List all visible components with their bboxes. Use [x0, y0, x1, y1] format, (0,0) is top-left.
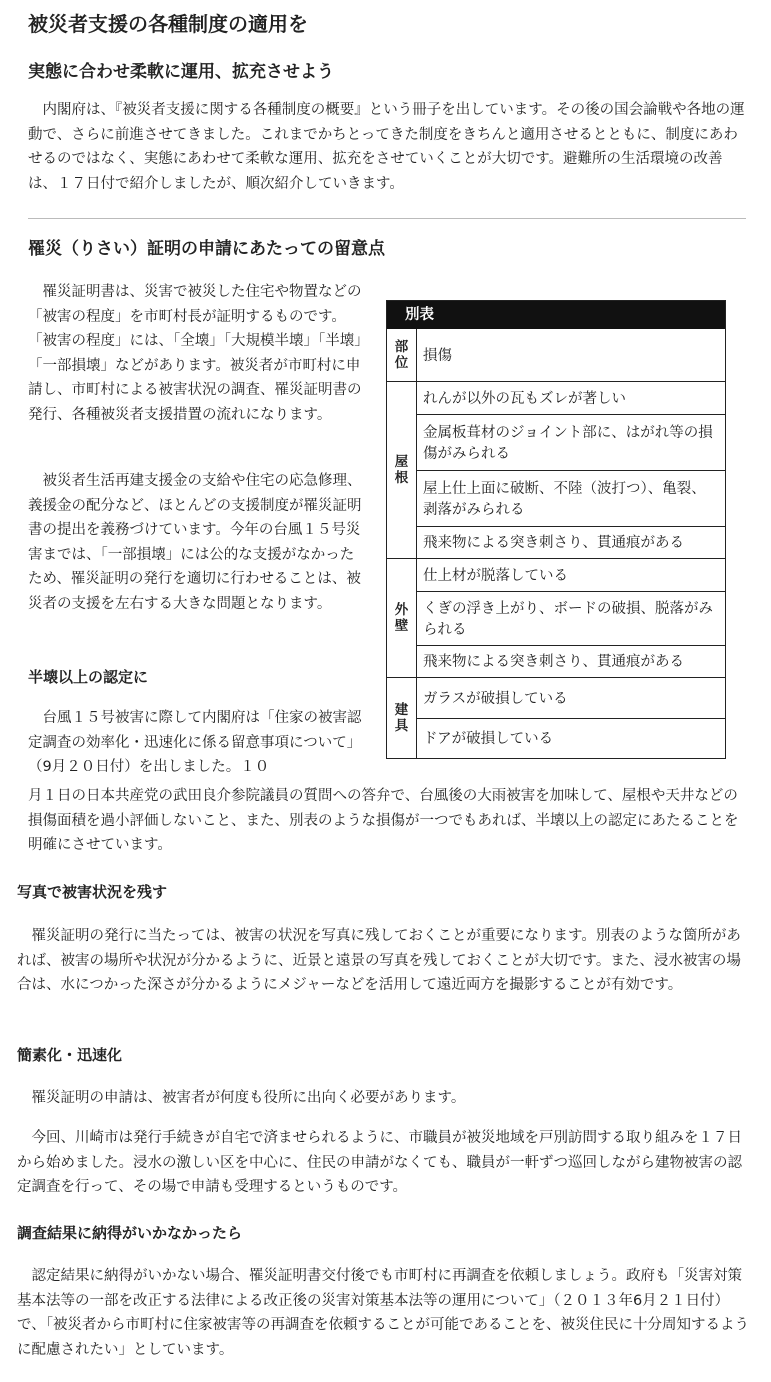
- damage-item: ドアが破損している: [417, 718, 725, 758]
- paragraph-risai-certificate: 罹災証明書は、災害で被災した住宅や物置などの「被害の程度」を市町村長が証明するものです。「被害の程度」には、「全壊」「大規模半壊」「半壊」「一部損壊」などがあります。被災者が市町村に申請し、市町村による被害状況の調査、罹災証明書の発行、各種被災者支援措置の流れになります。: [28, 284, 362, 423]
- damage-item: れんが以外の瓦もズレが著しい: [423, 390, 626, 407]
- damage-table: [386, 300, 726, 759]
- intro-paragraph: 内閣府は、『被災者支援に関する各種制度の概要』という冊子を出しています。その後の国会論戦や各地の運動で、さらに前進させてきました。これまでかちとってきた制度をきちんと適用させるとともに、制度にあわせるのではなく、実態にあわせて柔軟な運用、拡充をさせていくことが大切です。避難所の生活環境の改善は、１７日付で紹介しましたが、順次紹介していきます。: [28, 102, 745, 192]
- paragraph-apply-office: 罹災証明の申請は、被害者が何度も役所に出向く必要があります。: [31, 1090, 466, 1106]
- header-item-cell: 損傷: [423, 347, 452, 364]
- damage-table-group-wall: [387, 558, 725, 677]
- subheading-half-destroyed: 半壊以上の認定に: [28, 668, 149, 686]
- damage-item: 飛来物による突き刺さり、貫通痕がある: [417, 526, 725, 558]
- damage-item: くぎの浮き上がり、ボードの破損、脱落がみられる: [417, 591, 725, 645]
- damage-table-heading: 別表: [387, 301, 725, 329]
- paragraph-photos: 罹災証明の発行に当たっては、被害の状況を写真に残しておくことが重要になります。別表のような箇所があれば、被害の場所や状況が分かるように、近景と遠景の写真を残しておくことが大切です。また、浸水被害の場合は、水につかった深さが分かるようにメジャーなどを活用して遠近両方を撮影することが有効です。: [17, 928, 741, 993]
- section-heading: 罹災（りさい）証明の申請にあたっての留意点: [28, 239, 385, 259]
- damage-item: 金属板葺材のジョイント部に、はがれ等の損傷がみられる: [417, 414, 725, 470]
- subheading-reinvestigation: 調査結果に納得がいかなかったら: [17, 1224, 243, 1242]
- header-cat-label: 部位: [394, 339, 409, 371]
- damage-item: 仕上材が脱落している: [423, 567, 568, 584]
- subheading-simplify: 簡素化・迅速化: [17, 1046, 123, 1064]
- header-cat-cell: [387, 329, 417, 381]
- subheading-photos: 写真で被害状況を残す: [17, 883, 168, 901]
- group-cat-cell: [387, 678, 417, 758]
- group-cat-cell: [387, 382, 417, 558]
- article-title: 被災者支援の各種制度の適用を: [28, 12, 308, 36]
- damage-item: 飛来物による突き刺さり、貫通痕がある: [417, 645, 725, 677]
- group-cat-label: 屋根: [394, 454, 409, 486]
- section-divider: [28, 218, 746, 219]
- damage-item: 屋上仕上面に破断、不陸（波打つ）、亀裂、剥落がみられる: [417, 470, 725, 526]
- group-cat-cell: [387, 559, 417, 677]
- paragraph-reinvestigation: 認定結果に納得がいかない場合、罹災証明書交付後でも市町村に再調査を依頼しましょう。政府も「災害対策基本法等の一部を改正する法律による改正後の災害対策基本法等の運用について」（２０１３年6月２１日付）で、「被災者から市町村に住家被害等の再調査を依頼することが可能であることを、被災住民に十分周知するように配慮されたい」としています。: [17, 1268, 749, 1358]
- paragraph-typhoon-notice: 台風１５号被害に際して内閣府は「住家の被害認定調査の効率化・迅速化に係る留意事項について」（9月２０日付）を出しました。１０: [28, 710, 362, 775]
- paragraph-typhoon-notice-continued: 月１日の日本共産党の武田良介参院議員の質問への答弁で、台風後の大雨被害を加味して、屋根や天井などの損傷面積を過小評価しないこと、また、別表のような損傷が一つでもあれば、半壊以上の認定にあたることを明確にさせています。: [28, 788, 739, 853]
- damage-table-group-fittings: [387, 677, 725, 758]
- damage-item: ガラスが破損している: [423, 690, 568, 707]
- group-cat-label: 建具: [394, 702, 409, 734]
- group-cat-label: 外壁: [394, 602, 409, 634]
- damage-table-header-row: [387, 329, 725, 381]
- damage-table-group-roof: [387, 381, 725, 558]
- paragraph-kawasaki: 今回、川崎市は発行手続きが自宅で済ませられるように、市職員が被災地域を戸別訪問する取り組みを１７日から始めました。浸水の激しい区を中心に、住民の申請がなくても、職員が一軒ずつ巡回しながら建物被害の認定調査を行って、その場で申請も受理するというものです。: [17, 1130, 742, 1195]
- paragraph-support-systems: 被災者生活再建支援金の支給や住宅の応急修理、義援金の配分など、ほとんどの支援制度が罹災証明書の提出を義務づけています。今年の台風１５号災害までは、「一部損壊」には公的な支援がなかったため、罹災証明の発行を適切に行わせることは、被災者の支援を左右する大きな問題となります。: [28, 473, 362, 612]
- article-subtitle: 実態に合わせ柔軟に運用、拡充させよう: [28, 62, 334, 82]
